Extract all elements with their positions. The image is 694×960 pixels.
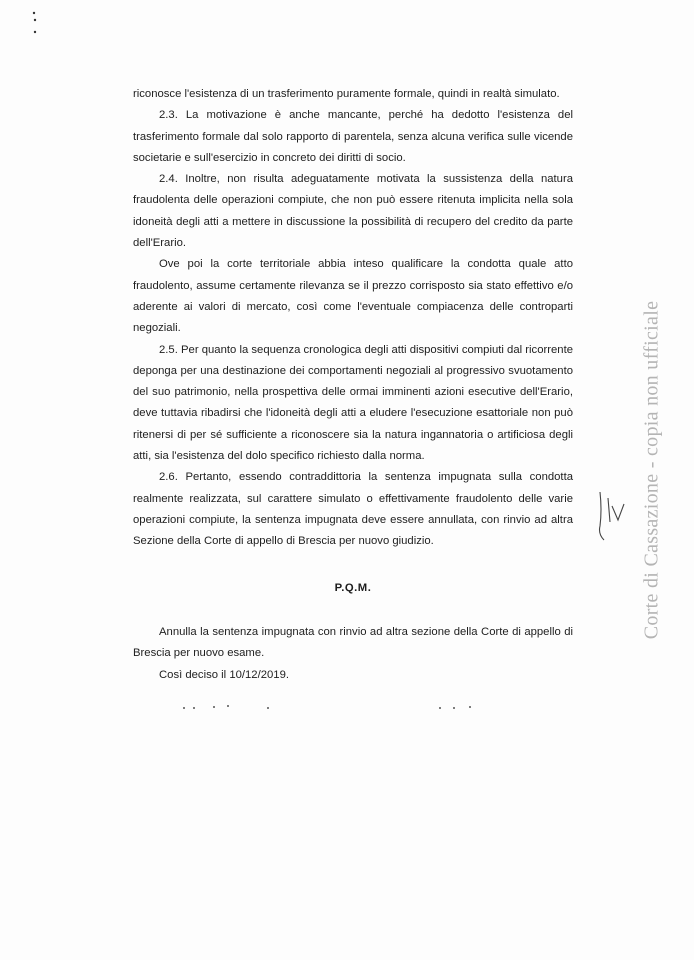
paragraph-2-6: 2.6. Pertanto, essendo contraddittoria la sentenza impugnata sulla condotta realmente realizzata, sul carattere simulato o effettivamente fraudolento delle varie operazioni compiute, la sentenza impugnata deve essere annullata, con rinvio ad altra Sezione della Corte di appello di Brescia per nuovo giudizio. bbox=[133, 471, 573, 548]
decision-paragraph: Annulla la sentenza impugnata con rinvio ad altra sezione della Corte di appello di Brescia per nuovo esame. bbox=[133, 626, 573, 660]
corner-ink-marks bbox=[30, 8, 42, 38]
pqm-heading: P.Q.M. bbox=[334, 582, 372, 594]
paragraph-2-3: 2.3. La motivazione è anche mancante, perché ha dedotto l'esistenza del trasferimento formale dal solo rapporto di parentela, senza alcuna verifica sulle vicende societarie e sull'esercizio in concreto dei diritti di socio. bbox=[133, 109, 573, 164]
paragraph: riconosce l'esistenza di un trasferimento puramente formale, quindi in realtà simulato. bbox=[133, 88, 560, 100]
paragraph-2-5: 2.5. Per quanto la sequenza cronologica degli atti dispositivi compiuti dal ricorrente deponga per una destinazione dei comportamenti negoziali al progressivo svuotamento del suo patrimonio, nella prospettiva delle ormai imminenti azioni esecutive dell'Erario, deve tuttavia ribadirsi che l'idoneità degli atti a eludere l'esecuzione esattoriale non può ritenersi di per sé sufficiente a riconoscere sia la natura ingannatoria o artificiosa degli atti, sia l'esistenza del dolo specifico richiesto dalla norma. bbox=[133, 343, 573, 463]
decision-section bbox=[133, 622, 573, 686]
paragraph-2-4: 2.4. Inoltre, non risulta adeguatamente motivata la sussistenza della natura fraudolenta delle operazioni compiute, che non può essere ritenuta implicita nella sola idoneità degli atti a mettere in discussione la possibilità di recupero del credito da parte dell'Erario. bbox=[133, 173, 573, 250]
watermark: Corte di Cassazione - copia non ufficiale bbox=[640, 300, 663, 640]
decision-date: Così deciso il 10/12/2019. bbox=[159, 668, 289, 681]
cut-off-signature-marks bbox=[170, 700, 490, 712]
handwritten-initials bbox=[590, 480, 640, 550]
paragraph: Ove poi la corte territoriale abbia inteso qualificare la condotta quale atto fraudolento, assume certamente rilevanza se il prezzo corrisposto sia stato effettivo e/o aderente ai valori di mercato, così come l'eventuale compiacenza delle controparti negoziali. bbox=[133, 258, 573, 335]
body-text bbox=[133, 84, 573, 553]
